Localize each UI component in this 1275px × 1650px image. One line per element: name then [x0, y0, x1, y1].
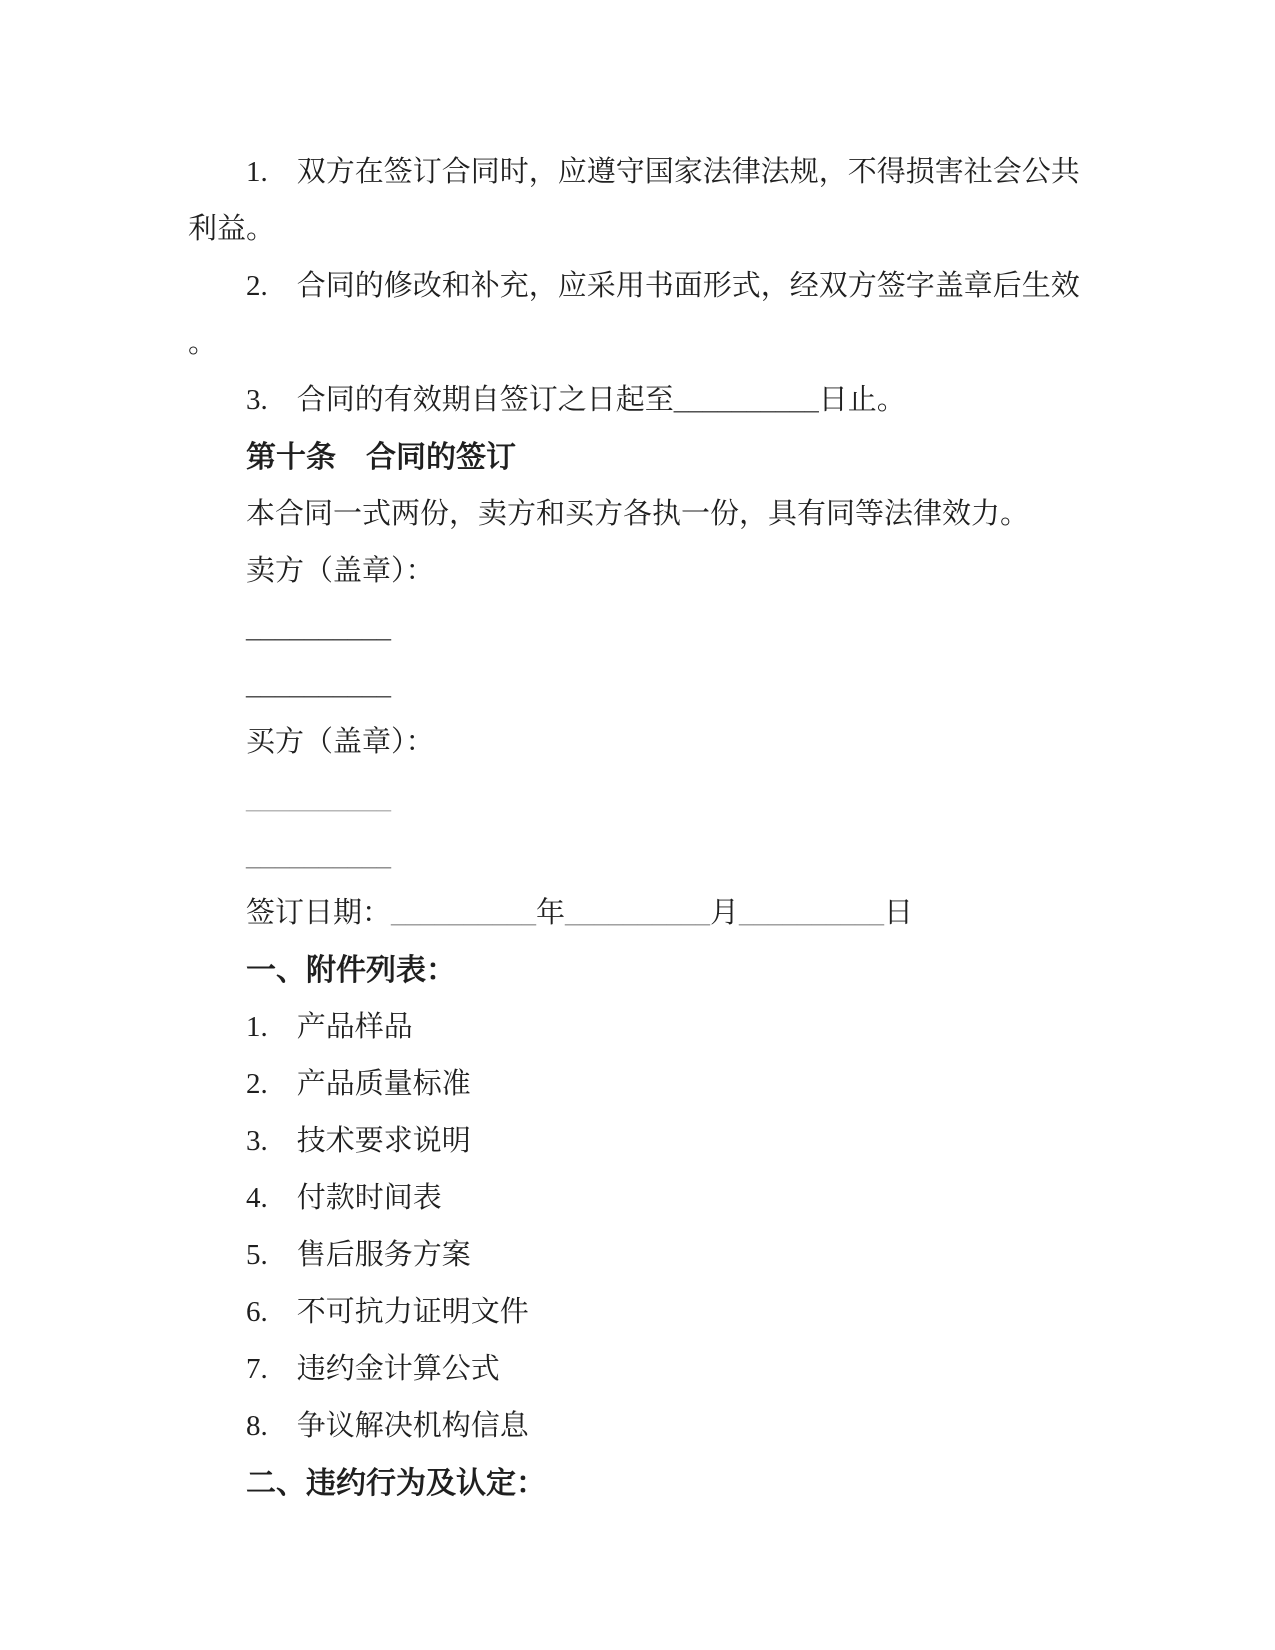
clause-2-line-2: 。	[188, 327, 218, 359]
document-body	[188, 144, 1133, 1512]
year-label: 年	[536, 897, 566, 929]
attachment-item-3: 3. 技术要求说明	[246, 1125, 471, 1157]
seller-seal-label: 卖方（盖章）：	[246, 555, 435, 587]
month-label: 月	[710, 897, 740, 929]
attachment-item-6: 6. 不可抗力证明文件	[246, 1296, 529, 1328]
attachment-item-7: 7. 违约金计算公式	[246, 1353, 500, 1385]
attachment-item-5: 5. 售后服务方案	[246, 1239, 471, 1271]
attachment-item-2: 2. 产品质量标准	[246, 1068, 471, 1100]
validity-end-date-blank[interactable]: __________	[673, 384, 819, 416]
clause-3-text: 3. 合同的有效期自签订之日起至	[246, 384, 674, 416]
clause-1-line-1: 1. 双方在签订合同时，应遵守国家法律法规，不得损害社会公共	[246, 156, 1080, 188]
signing-date-day-blank[interactable]: __________	[739, 897, 885, 929]
attachments-heading: 一、附件列表：	[246, 954, 456, 987]
clause-3-line	[188, 372, 1133, 429]
buyer-signature-blank-2[interactable]: __________	[246, 840, 391, 872]
attachment-item-4: 4. 付款时间表	[246, 1182, 442, 1214]
buyer-seal-label: 买方（盖章）：	[246, 726, 435, 758]
buyer-signature-line-2	[188, 828, 1133, 885]
signing-date-year-blank[interactable]: __________	[391, 897, 537, 929]
article-10-heading: 第十条 合同的签订	[246, 441, 516, 474]
breach-section-heading: 二、违约行为及认定：	[246, 1467, 546, 1500]
clause-2-line-1: 2. 合同的修改和补充，应采用书面形式，经双方签字盖章后生效	[246, 270, 1080, 302]
seller-signature-blank-2[interactable]: __________	[246, 669, 391, 701]
attachment-item-8: 8. 争议解决机构信息	[246, 1410, 529, 1442]
buyer-signature-blank-1[interactable]: __________	[246, 783, 391, 815]
article-10-body: 本合同一式两份，卖方和买方各执一份，具有同等法律效力。	[246, 498, 1030, 530]
seller-signature-line-1	[188, 600, 1133, 657]
signing-date-month-blank[interactable]: __________	[565, 897, 711, 929]
clause-1-line-2: 利益。	[188, 213, 276, 245]
seller-signature-line-2	[188, 657, 1133, 714]
buyer-signature-line-1	[188, 771, 1133, 828]
attachment-item-1: 1. 产品样品	[246, 1011, 413, 1043]
seller-signature-blank-1[interactable]: __________	[246, 612, 391, 644]
signing-date-line	[188, 885, 1133, 942]
clause-3-suffix: 日止。	[818, 384, 906, 416]
signing-date-label: 签订日期：	[246, 897, 392, 929]
day-label: 日	[884, 897, 914, 929]
